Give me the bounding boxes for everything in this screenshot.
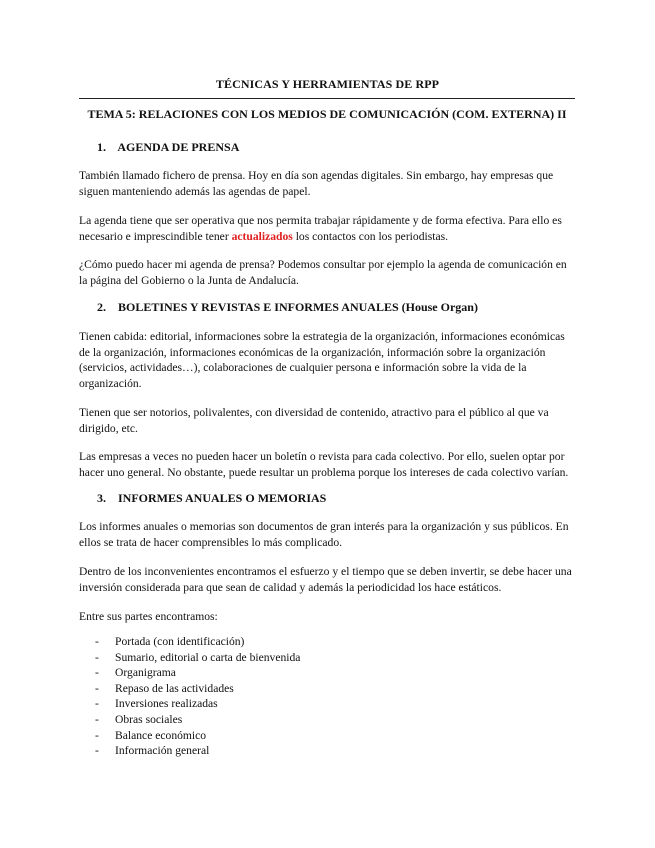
paragraph-text: La agenda tiene que ser operativa que nos permita trabajar rápidamente y de forma efectiva. Para ello es necesario e imprescindible tener [79, 214, 562, 243]
list-item [95, 728, 300, 744]
list-dash: - [95, 728, 99, 742]
paragraph-boletines-2: Tienen que ser notorios, polivalentes, con diversidad de contenido, atractivo para el público al que va dirigido, etc. [79, 406, 549, 435]
section-title: BOLETINES Y REVISTAS E INFORMES ANUALES (House Organ) [118, 300, 478, 314]
section-number: 1. [97, 140, 106, 154]
tema-heading: TEMA 5: RELACIONES CON LOS MEDIOS DE COMUNICACIÓN (COM. EXTERNA) II [87, 107, 567, 121]
list-item [95, 665, 300, 681]
list-item [95, 634, 300, 650]
list-dash: - [95, 681, 99, 695]
paragraph-informes-1: Los informes anuales o memorias son documentos de gran interés para la organización y sus públicos. En ellos se trata de hacer comprensibles lo más complicado. [79, 520, 569, 549]
paragraph-informes-3: Entre sus partes encontramos: [79, 610, 218, 623]
list-item [95, 681, 300, 697]
section-number: 2. [97, 300, 106, 314]
paragraph-text: los contactos con los periodistas. [292, 229, 448, 243]
section-title: INFORMES ANUALES O MEMORIAS [118, 491, 327, 505]
highlighted-word: actualizados [231, 229, 293, 243]
section-title: AGENDA DE PRENSA [117, 140, 240, 154]
list-dash: - [95, 697, 99, 711]
title-divider [79, 98, 575, 99]
list-item-text: Obras sociales [115, 712, 183, 726]
list-item-text: Organigrama [115, 666, 176, 680]
list-item [95, 696, 300, 712]
list-dash: - [95, 744, 99, 758]
paragraph-agenda-2 [79, 213, 576, 244]
list-dash: - [95, 712, 99, 726]
paragraph-boletines-1: Tienen cabida: editorial, informaciones sobre la estrategia de la organización, informaciones económicas de la organización, informaciones económicas de la organización, información sobre la organización (servicios, actividades…), colaboraciones de cualquier persona e información sobre la vida de la organización. [79, 330, 565, 390]
paragraph-boletines-3: Las empresas a veces no pueden hacer un boletín o revista para cada colectivo. Por ello, suelen optar por hacer uno general. No obstante, puede resultar un problema porque los intereses de cada colectivo varían. [79, 450, 569, 479]
document-title: TÉCNICAS Y HERRAMIENTAS DE RPP [215, 77, 440, 91]
list-item-text: Balance económico [115, 728, 207, 742]
list-item-text: Repaso de las actividades [115, 681, 234, 695]
list-item-text: Portada (con identificación) [115, 635, 245, 648]
list-item-text: Inversiones realizadas [115, 697, 218, 711]
paragraph-agenda-3: ¿Cómo puedo hacer mi agenda de prensa? Podemos consultar por ejemplo la agenda de comunicación en la página del Gobierno o la Junta de Andalucía. [79, 258, 567, 287]
list-item [95, 712, 300, 728]
list-dash: - [95, 650, 99, 664]
paragraph-informes-2: Dentro de los inconvenientes encontramos el esfuerzo y el tiempo que se deben invertir, se debe hacer una inversión considerada para que sean de calidad y además la periodicidad los hace estáticos. [79, 565, 572, 594]
list-item [95, 743, 300, 759]
list-item-text: Sumario, editorial o carta de bienvenida [115, 650, 301, 664]
list-item-text: Información general [115, 744, 210, 758]
paragraph-agenda-1: También llamado fichero de prensa. Hoy en día son agendas digitales. Sin embargo, hay empresas que siguen manteniendo además las agendas de papel. [79, 169, 554, 198]
list-dash: - [95, 666, 99, 680]
list-dash: - [95, 635, 99, 648]
section-heading-agenda [97, 140, 239, 155]
section-heading-informes [97, 491, 326, 506]
section-number: 3. [97, 491, 106, 505]
list-item [95, 650, 300, 666]
section-heading-boletines [97, 300, 478, 315]
parts-list [95, 634, 300, 759]
